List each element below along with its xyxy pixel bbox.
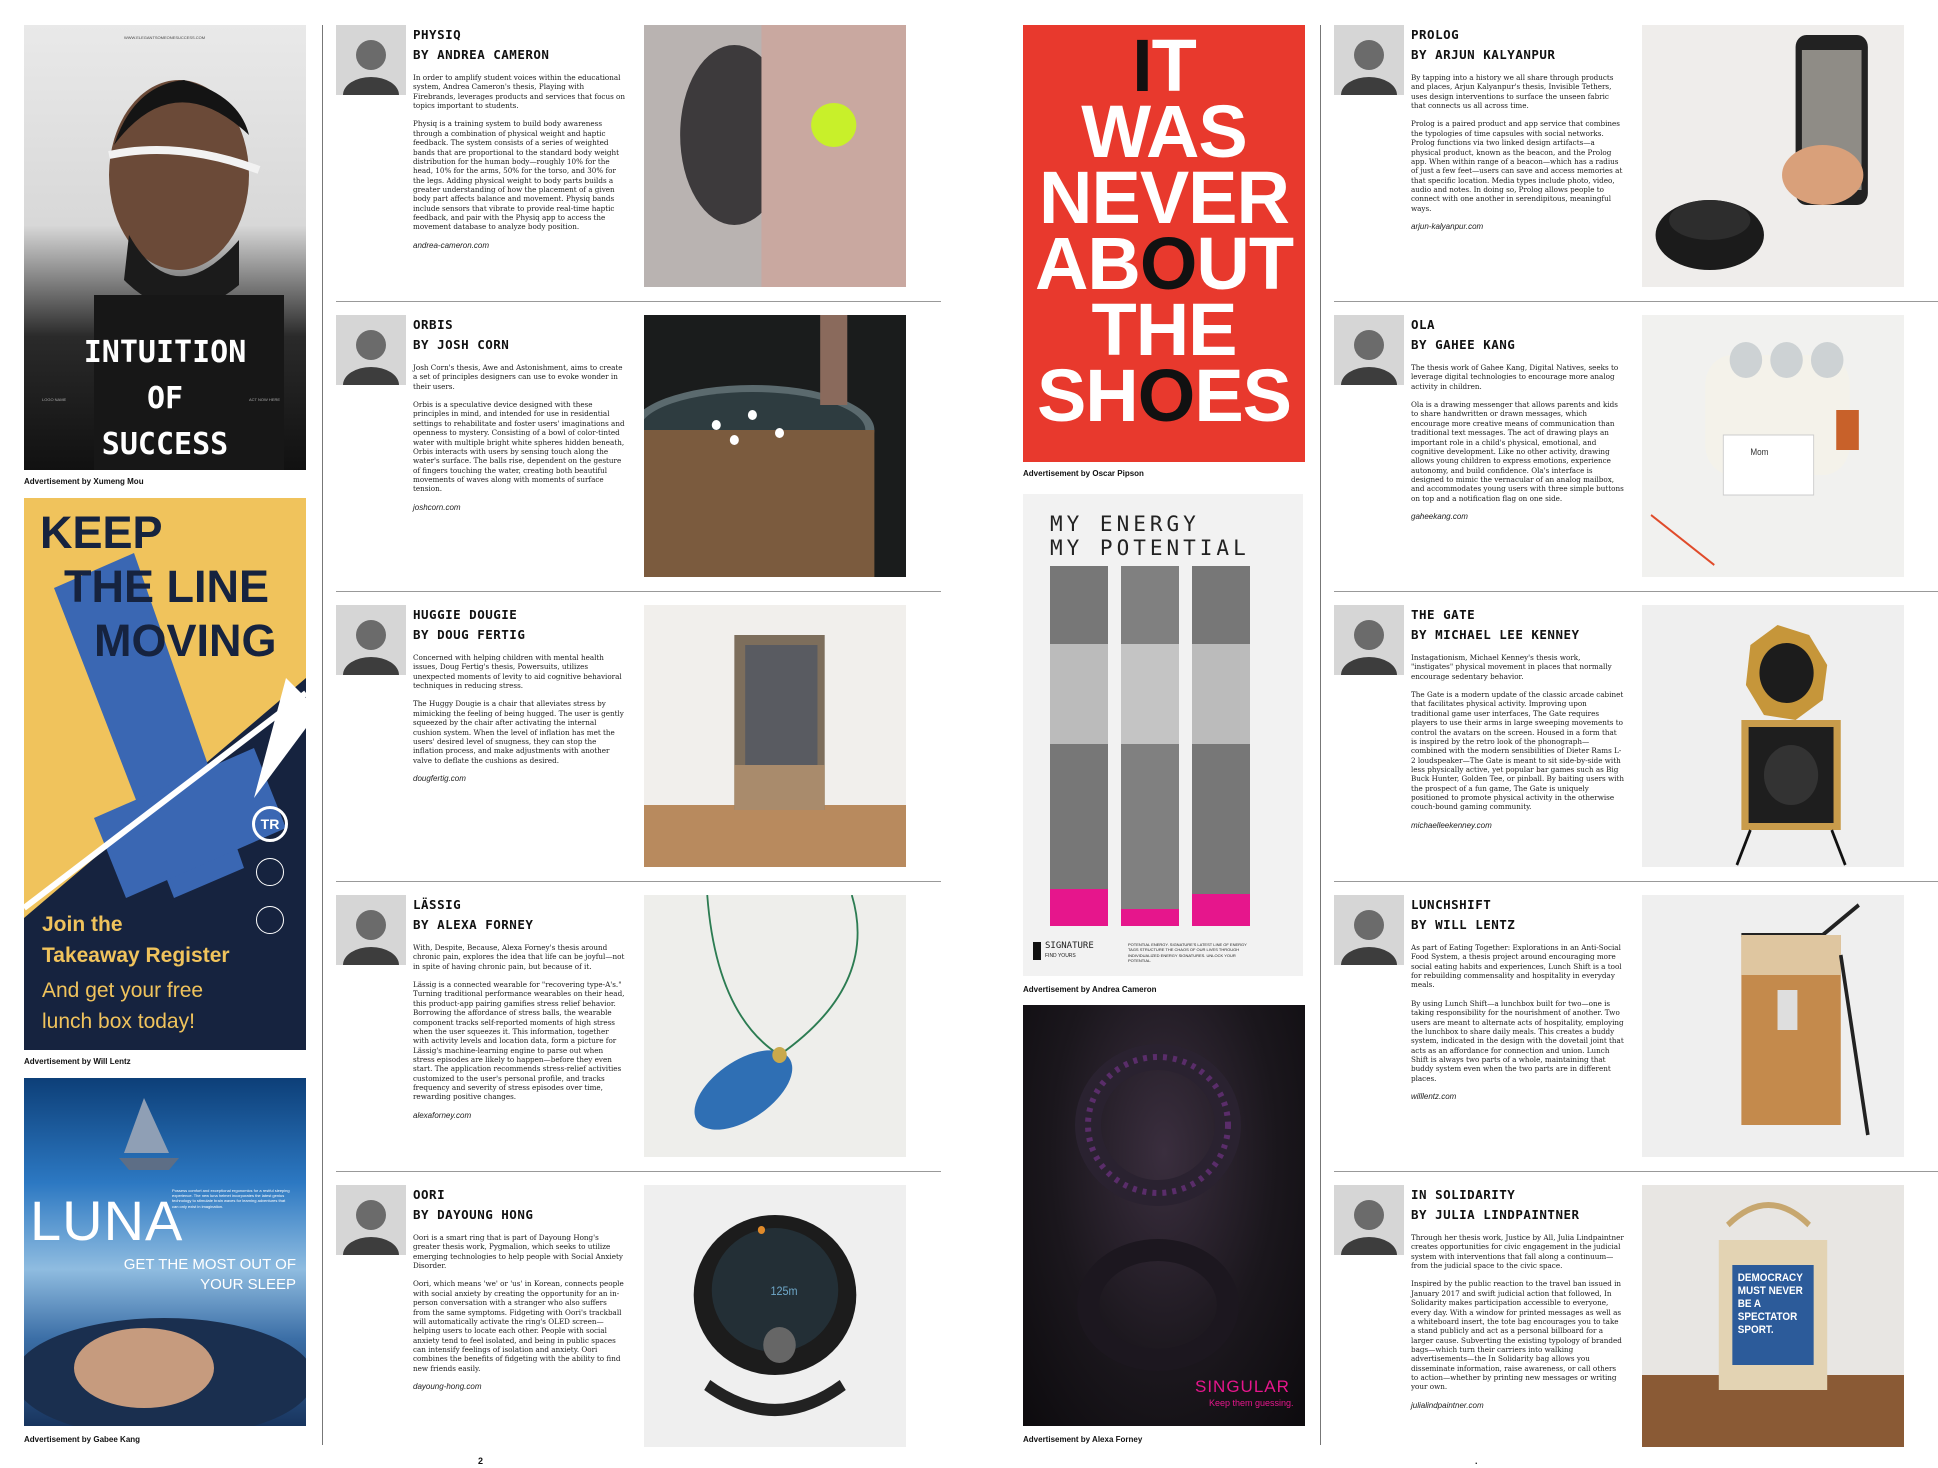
ad-my-energy xyxy=(1023,494,1303,976)
entry-divider xyxy=(336,1171,941,1172)
ad-never-about-the-shoes xyxy=(1023,25,1305,462)
project-name: LÄSSIG xyxy=(413,897,462,912)
project-paragraph: Physiq is a training system to build body awareness through a combination of physical weight and haptic feedback. The system consists of a series of weighted bands that are proportional to the standard body weight distribution for the human body—roughly 10% for the head, 10% for the arms, 50% for the torso, and 30% for the legs. Adding physical weight to body parts builds a greater understanding of how the placement of a given body part affects balance and movement. Physiq bands include sensors that vibrate to provide real-time haptic feedback, and pair with the Physiq app to access the movement database to analyze body position. xyxy=(413,119,620,232)
ad1-headline-line: OF xyxy=(146,381,184,416)
ad-caption: Advertisement by Oscar Pipson xyxy=(1023,469,1144,478)
bag-line: BE A xyxy=(1737,1298,1762,1311)
bag-line: MUST NEVER xyxy=(1737,1285,1803,1298)
project-byline: BY ALEXA FORNEY xyxy=(413,917,534,932)
project-name: THE GATE xyxy=(1411,607,1476,622)
project-name: IN SOLIDARITY xyxy=(1411,1187,1516,1202)
project-description xyxy=(1411,363,1624,522)
project-name: HUGGIE DOUGIE xyxy=(413,607,518,622)
project-entry xyxy=(1334,25,1938,290)
ad5-headline-2: MY POTENTIAL xyxy=(1050,536,1250,560)
project-entry xyxy=(1334,1185,1938,1450)
ad2-headline-2: THE LINE xyxy=(64,561,270,612)
ad-keep-the-line-moving xyxy=(24,498,306,1050)
project-entry xyxy=(336,605,956,870)
ad-caption: Advertisement by Xumeng Mou xyxy=(24,477,144,486)
shoes-letter-o: O xyxy=(1139,222,1197,305)
project-byline: BY DAYOUNG HONG xyxy=(413,1207,534,1222)
designer-portrait xyxy=(1334,1185,1404,1255)
project-description xyxy=(1411,653,1624,831)
oori-screen-label: 125m xyxy=(770,1285,798,1299)
project-url[interactable]: dayoung-hong.com xyxy=(413,1382,482,1392)
project-photo xyxy=(644,315,906,577)
ad2-headline-3: MOVING xyxy=(94,615,277,666)
project-paragraph: The Huggy Dougie is a chair that alleviates stress by mimicking the feeling of being hugged. The user is gently squeezed by the chair after activating the internal cushion system. When the level of inflation has met the users' desired level of snugness, they can stop the inflation process, and make adjustments with another valve to deflate the cushions as desired. xyxy=(413,699,624,765)
project-description xyxy=(413,943,626,1121)
designer-portrait xyxy=(336,25,406,95)
shoes-line: WAS xyxy=(1081,90,1247,173)
project-title xyxy=(1411,895,1515,935)
project-url[interactable]: willlentz.com xyxy=(1411,1092,1457,1102)
project-url[interactable]: alexaforney.com xyxy=(413,1110,472,1120)
project-name: OLA xyxy=(1411,317,1436,332)
ad-caption: Advertisement by Will Lentz xyxy=(24,1057,131,1066)
project-entry xyxy=(1334,605,1938,870)
ad1-headline-line: SUCCESS xyxy=(101,427,229,462)
project-byline: BY DOUG FERTIG xyxy=(413,627,526,642)
project-entry xyxy=(1334,315,1938,580)
project-paragraph: Orbis is a speculative device designed with these principles in mind, and intended for use in residential settings to rehabilitate and foster users' imaginations and openness to mystery. Consisting of a bowl of color-tinted water with multiple bright white spheres hidden beneath, Orbis interacts with users by sensing touch along the water's surface. The balls rise, dependent on the gesture of fingers touching the water, creating both beautiful movements of waves along with moments of surface tension. xyxy=(413,400,625,494)
bag-line: DEMOCRACY xyxy=(1737,1272,1803,1285)
ad2-headline-1: KEEP xyxy=(40,507,163,558)
ad-caption: Advertisement by Alexa Forney xyxy=(1023,1435,1143,1444)
project-title xyxy=(1411,1185,1580,1225)
entry-divider xyxy=(1334,591,1938,592)
ad-caption: Advertisement by Andrea Cameron xyxy=(1023,985,1157,994)
ad2-badge: TR xyxy=(252,806,288,842)
ad3-tagline1: GET THE MOST OUT OF xyxy=(123,1256,296,1273)
project-photo xyxy=(1642,315,1904,577)
project-name: LUNCHSHIFT xyxy=(1411,897,1492,912)
ad1-headline-line: INTUITION xyxy=(83,335,247,370)
project-title xyxy=(413,1185,533,1225)
project-url[interactable]: andrea-cameron.com xyxy=(413,240,490,250)
thesis-paragraph: Josh Corn's thesis, Awe and Astonishment, aims to create a set of principles designers can use to evoke wonder in their users. xyxy=(413,363,623,391)
designer-portrait xyxy=(336,895,406,965)
page-number-right: . xyxy=(1475,1456,1478,1466)
ring-product xyxy=(1023,1005,1305,1426)
project-title xyxy=(413,895,533,935)
project-description xyxy=(413,363,626,513)
entry-divider xyxy=(336,881,941,882)
project-photo xyxy=(1642,25,1904,287)
ad6-brand: SINGULAR xyxy=(1195,1377,1290,1396)
ad3-headline: LUNA xyxy=(30,1189,184,1252)
project-description xyxy=(413,653,626,784)
entry-divider xyxy=(1334,881,1938,882)
shoes-letters: AB xyxy=(1034,222,1140,305)
thesis-paragraph: With, Despite, Because, Alexa Forney's thesis around chronic pain, explores the idea that life can be joyful—not in spite of having chronic pain, but because of it. xyxy=(413,943,625,971)
ad-intuition-of-success xyxy=(24,25,306,470)
designer-portrait xyxy=(1334,895,1404,965)
shoes-letters: SH xyxy=(1036,354,1138,437)
project-url[interactable]: julialindpaintner.com xyxy=(1411,1400,1484,1410)
project-byline: BY ANDREA CAMERON xyxy=(413,47,550,62)
project-description xyxy=(413,1233,626,1392)
bag-line: SPECTATOR xyxy=(1737,1311,1798,1324)
project-title xyxy=(413,605,525,645)
shoes-line: NEVER xyxy=(1039,156,1289,239)
project-name: OORI xyxy=(413,1187,446,1202)
project-title xyxy=(1411,25,1555,65)
ad5-brand: SIGNATURE xyxy=(1045,941,1094,951)
project-byline: BY JULIA LINDPAINTNER xyxy=(1411,1207,1580,1222)
entry-divider xyxy=(1334,301,1938,302)
project-url[interactable]: dougfertig.com xyxy=(413,773,466,783)
ad1-foot-left: LOGO NAME xyxy=(42,397,67,402)
entry-divider xyxy=(336,591,941,592)
project-name: ORBIS xyxy=(413,317,454,332)
ad2-sub3: And get your free xyxy=(42,979,204,1002)
project-photo xyxy=(644,605,906,867)
project-photo xyxy=(1642,1185,1904,1447)
project-paragraph: By using Lunch Shift—a lunchbox built for two—one is taking responsibility for the nourishment of another. Two users are meant to alternate acts of hospitality, employing the lunchbox to share daily meals. This creates a buddy system, indicated in the design with the dovetail joint that acts as an affordance for connection and union. Lunch Shift is always two parts of a whole, maintaining that buddy system even when the two parts are in different places. xyxy=(1411,998,1624,1083)
project-photo xyxy=(1642,605,1904,867)
project-description xyxy=(1411,943,1624,1102)
ad2-sub1: Join the xyxy=(42,913,123,936)
project-entry xyxy=(336,315,956,580)
project-photo xyxy=(644,895,906,1157)
entry-divider xyxy=(1334,1171,1938,1172)
project-description xyxy=(413,73,626,251)
shoes-letter-o: O xyxy=(1137,354,1195,437)
designer-portrait xyxy=(1334,605,1404,675)
shoes-letter-i: I xyxy=(1132,25,1152,107)
project-description xyxy=(1411,1233,1624,1411)
project-paragraph: Inspired by the public reaction to the travel ban issued in January 2017 and swift judicial action that followed, In Solidarity makes participation accessible to everyone, every day. With a window for printed messages as well as a whiteboard insert, the tote bag encourages you to take a stand publicly and act as a personal billboard for a larger cause. Subverting the existing typology of branded bags—which turn their carriers into walking advertisements—the In Solidarity bag allows you disseminate information, raise awareness, or call others to action—whether by printing new messages or writing your own. xyxy=(1411,1279,1622,1392)
project-entry xyxy=(336,895,956,1160)
ad1-foot-right: ACT NOW HERE xyxy=(249,397,281,402)
project-url[interactable]: gaheekang.com xyxy=(1411,512,1468,522)
project-title xyxy=(413,315,509,355)
project-photo xyxy=(644,25,906,287)
ad1-url: WWW.ELEGANTSOMEONESUCCESS.COM xyxy=(124,35,206,40)
thesis-paragraph: As part of Eating Together: Explorations in an Anti-Social Food System, a thesis project around encouraging more social eating habits and experiences, Lunch Shift is a tool for rebuilding commensality and hospitality in everyday meals. xyxy=(1411,943,1622,990)
shoes-letters: UT xyxy=(1196,222,1294,305)
seal-icon xyxy=(256,906,284,934)
designer-portrait xyxy=(336,315,406,385)
page-number-left: 2 xyxy=(478,1456,484,1466)
project-photo xyxy=(644,1185,906,1447)
thesis-paragraph: Oori is a smart ring that is part of Dayoung Hong's greater thesis work, Pygmalion, which seeks to utilize emerging technologies to help people with Social Anxiety Disorder. xyxy=(413,1233,623,1271)
designer-portrait xyxy=(1334,25,1404,95)
project-name: PHYSIQ xyxy=(413,27,462,42)
project-title xyxy=(1411,315,1515,355)
project-byline: BY GAHEE KANG xyxy=(1411,337,1516,352)
project-entry xyxy=(336,25,956,290)
bag-line: SPORT. xyxy=(1737,1324,1774,1337)
thesis-paragraph: In order to amplify student voices within the educational system, Andrea Cameron's thesis, Playing with Firebrands, leverages products and services that focus on topics important to students. xyxy=(413,73,626,111)
project-url[interactable]: arjun-kalyanpur.com xyxy=(1411,222,1484,232)
shoes-letters: ES xyxy=(1194,354,1292,437)
thesis-paragraph: Concerned with helping children with mental health issues, Doug Fertig's thesis, Powersuits, utilizes unexpected moments of levity to aid cognitive behavioral techniques in reducing stress. xyxy=(413,653,622,691)
project-byline: BY JOSH CORN xyxy=(413,337,510,352)
signature-logo xyxy=(1033,942,1041,960)
project-byline: BY WILL LENTZ xyxy=(1411,917,1516,932)
project-paragraph: Lässig is a connected wearable for "recovering type-A's." Turning traditional performance wearables on their head, this product-app pairing gamifies stress relief behavior. Borrowing the affordance of stress balls, the wearable component tracks self-reported moments of high stress when the user squeezes it. This information, together with activity levels and location data, form a picture for Lässig's machine-learning engine to parse out when stress episodes are likely to happen—before they even start. The application recommends stress-relief activities customized to the user's personal profile, and tracks frequency and severity of stress episodes over time, rewarding positive changes. xyxy=(413,980,625,1102)
ad6-tagline: Keep them guessing. xyxy=(1209,1398,1294,1408)
ad5-headline-1: MY ENERGY xyxy=(1050,512,1200,536)
ad5-brand-sub: FIND YOURS xyxy=(1045,953,1076,959)
ola-note-label: Mom xyxy=(1750,446,1769,458)
project-url[interactable]: michaelleekenney.com xyxy=(1411,820,1492,830)
ad-caption: Advertisement by Gabee Kang xyxy=(24,1435,141,1444)
thesis-paragraph: Through her thesis work, Justice by All, Julia Lindpaintner creates opportunities for civic engagement in the judicial system with interventions that fall along a continuum—from the judicial space to the civic space. xyxy=(1411,1233,1624,1271)
ad-luna xyxy=(24,1078,306,1426)
designer-portrait xyxy=(336,605,406,675)
designer-portrait xyxy=(1334,315,1404,385)
project-title xyxy=(413,25,549,65)
project-description xyxy=(1411,73,1624,232)
project-name: PROLOG xyxy=(1411,27,1460,42)
shoes-line: THE xyxy=(1091,288,1237,371)
column-divider xyxy=(1320,25,1321,1445)
seal-icon xyxy=(256,858,284,886)
project-title xyxy=(1411,605,1580,645)
project-paragraph: The Gate is a modern update of the classic arcade cabinet that facilitates physical activity. Improving upon traditional game user interfaces, The Gate requires players to use their arms in large sweeping movements to control the avatars on the screen. Housed in a form that is inspired by the retro look of the phonograph—combined with the modern sensibilities of Dieter Rams L-2 loudspeaker—The Gate is meant to sit side-by-side with less physically active, yet popular bar games such as Big Buck Hunter, Golden Tee, or pinball. By baiting users with the prospect of a fun game, The Gate is uniquely positioned to promote physical activity in the otherwise couch-bound gaming community. xyxy=(1411,690,1624,812)
thesis-paragraph: By tapping into a history we all share through products and places, Arjun Kalyanpur's thesis, Invisible Tethers, uses design interventions to surface the unseen fabric that connects us all across time. xyxy=(1411,73,1614,111)
project-byline: BY MICHAEL LEE KENNEY xyxy=(1411,627,1580,642)
project-paragraph: Ola is a drawing messenger that allows parents and kids to share handwritten or drawn messages, which encourage more creative means of communication than traditional text messages. The act of drawing plays an important role in a child's physical, emotional, and cognitive development. Like no other activity, drawing allows young children to express emotions, experience autonomy, and build confidence. Ola's interface is designed to mimic the vernacular of an analog mailbox, and accommodates young users with three simple buttons on top and a notification flag on one side. xyxy=(1411,400,1624,503)
project-photo xyxy=(1642,895,1904,1157)
column-divider xyxy=(322,25,323,1445)
project-byline: BY ARJUN KALYANPUR xyxy=(1411,47,1556,62)
project-paragraph: Prolog is a paired product and app service that combines the typologies of time capsules with social networks. Prolog functions via two linked design artifacts—a physical product, known as the beacon, and the Prolog app. When within range of a beacon—which has a radius of just a few feet—users can save and access memories at that specific location. Media types include photo, video, audio and notes. In doing so, Prolog allows people to connect with one another in serendipitous, meaningful ways. xyxy=(1411,119,1623,213)
thesis-paragraph: Instagationism, Michael Kenney's thesis work, "instigates" physical movement in places that normally encourage sedentary behavior. xyxy=(1411,653,1612,681)
ad5-blurb: POTENTIAL ENERGY. SIGNATURE'S LATEST LINE OF ENERGY TAGS STRUCTURE THE CHAOS OF OUR LIVES THROUGH INDIVIDUALIZED ENERGY SIGNATURES. UNLOCK YOUR POTENTIAL. xyxy=(1128,942,1247,964)
project-paragraph: Oori, which means 'we' or 'us' in Korean, connects people with social anxiety by creating the opportunity for an in-person conversation with a stranger who also suffers from the same symptoms. Fidgeting with Oori's trackball will automatically activate the ring's OLED screen—helping users to locate each other. People with social anxiety tend to feel isolated, and being in public spaces can intensify feelings of isolation and anxiety. Oori combines the benefits of fidgeting with the ability to find new friends easily. xyxy=(413,1279,624,1373)
shoes-line xyxy=(1023,354,1305,437)
thesis-paragraph: The thesis work of Gahee Kang, Digital Natives, seeks to leverage digital technologies to encourage more analog activity in children. xyxy=(1411,363,1619,391)
ad2-sub2: Takeaway Register xyxy=(42,944,230,967)
ad3-blurb: Possess comfort and exceptional ergonomics for a restful sleeping experience. The new luna helmet incorporates the latest genius technology to stimulate brain waves for learning adventures that can only exist in imagination. xyxy=(172,1188,290,1209)
ad-singular xyxy=(1023,1005,1305,1426)
ad2-sub4: lunch box today! xyxy=(42,1010,195,1033)
ad3-tagline2: YOUR SLEEP xyxy=(200,1276,296,1293)
entry-divider xyxy=(336,301,941,302)
shoes-letter-t: T xyxy=(1151,25,1196,107)
ad5-graphic xyxy=(1023,494,1303,976)
designer-portrait xyxy=(336,1185,406,1255)
project-url[interactable]: joshcorn.com xyxy=(413,502,461,512)
project-entry xyxy=(336,1185,956,1450)
project-entry xyxy=(1334,895,1938,1160)
